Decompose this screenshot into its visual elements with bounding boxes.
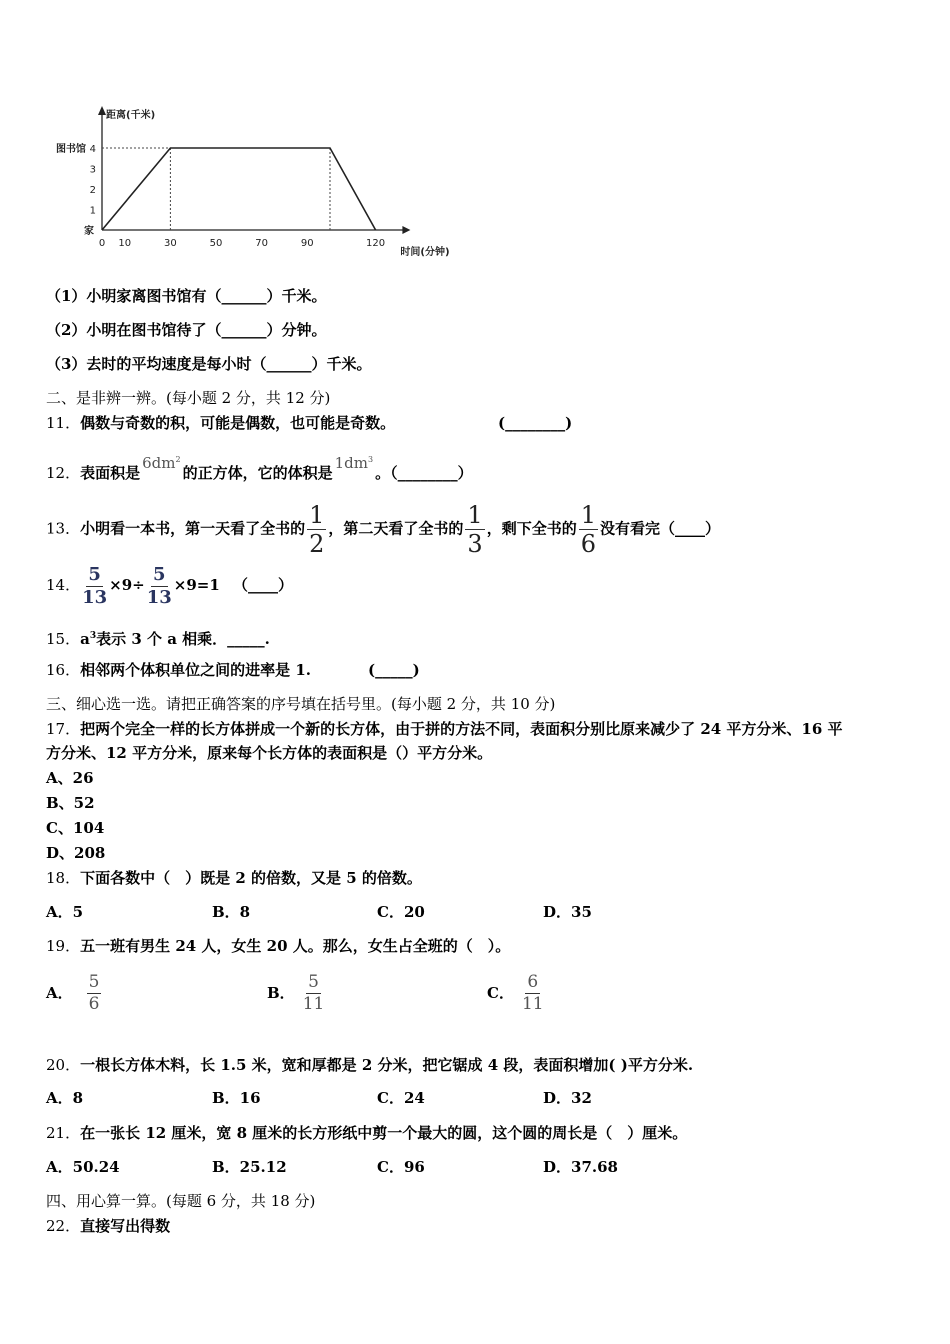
q12-unit-2-base: 1dm bbox=[334, 454, 368, 472]
q17-option-c[interactable]: C、104 bbox=[46, 819, 105, 837]
q12-unit-1-exp: 2 bbox=[175, 455, 181, 464]
q21-option-d[interactable]: D．37.68 bbox=[543, 1158, 618, 1176]
question-15 bbox=[46, 626, 270, 649]
q12-text-1: 表面积是 bbox=[80, 464, 141, 482]
x-tick-label-4: 70 bbox=[255, 238, 268, 249]
q18-option-a[interactable]: A．5 bbox=[46, 903, 84, 921]
q19-option-a-fraction bbox=[87, 971, 102, 1014]
x-tick-label-5: 90 bbox=[300, 238, 314, 249]
q15-exp: 3 bbox=[89, 631, 97, 641]
q12-unit-1 bbox=[142, 454, 180, 472]
q19-option-b-label: B． bbox=[267, 984, 295, 1002]
q14-fraction-1 bbox=[82, 563, 108, 608]
q16-blank: (_____) bbox=[368, 661, 420, 679]
q21-option-c[interactable]: C．96 bbox=[377, 1158, 425, 1176]
question-18 bbox=[46, 868, 422, 888]
q13-fraction-2-num: 1 bbox=[467, 501, 483, 529]
q13-text-3: ，剩下全书的 bbox=[486, 519, 577, 538]
question-22 bbox=[46, 1216, 170, 1236]
q14-blank: （____） bbox=[233, 576, 294, 594]
q19-option-c-label: C． bbox=[487, 984, 514, 1002]
y-tick-label-2: 3 bbox=[89, 164, 96, 176]
q18-text: 下面各数中（ ）既是 2 的倍数，又是 5 的倍数。 bbox=[80, 869, 422, 887]
q10-part2: （2）小明在图书馆待了（______）分钟。 bbox=[46, 321, 327, 339]
q13-fraction-2 bbox=[465, 503, 484, 556]
chart-root bbox=[56, 106, 450, 258]
q19-option-b[interactable] bbox=[267, 970, 326, 1016]
q19-number: 19． bbox=[46, 937, 81, 955]
q12-text-3: 。（________） bbox=[375, 464, 473, 482]
q14-fraction-2 bbox=[146, 563, 172, 608]
q19-text: 五一班有男生 24 人，女生 20 人。那么，女生占全班的（ ）。 bbox=[80, 937, 511, 955]
series-line-小明 bbox=[102, 148, 376, 230]
question-21 bbox=[46, 1123, 687, 1143]
q12-text-2: 的正方体，它的体积是 bbox=[182, 464, 333, 482]
q17-number: 17． bbox=[46, 720, 81, 738]
q18-option-c[interactable]: C．20 bbox=[377, 903, 425, 921]
q21-option-a[interactable]: A．50.24 bbox=[46, 1158, 120, 1176]
q14-op-1: ×9÷ bbox=[109, 576, 145, 594]
q19-option-c-fraction bbox=[521, 971, 544, 1014]
q19-option-a[interactable] bbox=[46, 970, 103, 1016]
q15-number: 15． bbox=[46, 630, 81, 648]
q15-text: 表示 3 个 a 相乘．_____. bbox=[96, 630, 270, 648]
q19-b-num: 5 bbox=[308, 971, 319, 992]
q18-option-b[interactable]: B．8 bbox=[212, 903, 251, 921]
q13-fraction-3 bbox=[579, 503, 598, 556]
q14-fraction-2-num: 5 bbox=[153, 563, 166, 585]
q13-text-1: 小明看一本书，第一天看了全书的 bbox=[80, 519, 306, 538]
q15-base: a bbox=[80, 630, 90, 648]
q18-number: 18． bbox=[46, 869, 81, 887]
q17-option-d[interactable]: D、208 bbox=[46, 844, 106, 862]
question-16 bbox=[46, 660, 420, 680]
q19-option-a-label: A． bbox=[46, 984, 73, 1002]
q12-unit-2-exp: 3 bbox=[367, 455, 374, 464]
q22-text: 直接写出得数 bbox=[80, 1217, 171, 1235]
q20-text: 一根长方体木料，长 1.5 米，宽和厚都是 2 分米，把它锯成 4 段，表面积增加( )平方分米. bbox=[80, 1056, 694, 1074]
q17-option-b[interactable]: B、52 bbox=[46, 794, 95, 812]
y-axis-label: 距离(千米) bbox=[106, 110, 156, 121]
q11-blank: (________) bbox=[498, 414, 573, 432]
q13-text-2: ，第二天看了全书的 bbox=[328, 519, 464, 538]
q14-fraction-2-den: 13 bbox=[146, 586, 172, 608]
q11-text: 偶数与奇数的积，可能是偶数，也可能是奇数。 bbox=[80, 414, 396, 432]
q20-option-d[interactable]: D．32 bbox=[543, 1089, 592, 1107]
q19-a-den: 6 bbox=[88, 993, 100, 1014]
q12-unit-2 bbox=[335, 454, 373, 472]
q13-fraction-1 bbox=[307, 503, 326, 556]
question-17-line-1 bbox=[46, 719, 843, 739]
distance-time-chart bbox=[46, 100, 450, 265]
x-axis-arrow bbox=[402, 226, 410, 234]
q12-number: 12． bbox=[46, 464, 81, 482]
y-tick-label-1: 2 bbox=[89, 185, 96, 196]
q10-part1: （1）小明家离图书馆有（______）千米。 bbox=[46, 287, 327, 305]
y-tick-label-3: 4 bbox=[89, 144, 96, 155]
q14-number: 14． bbox=[46, 576, 81, 594]
q22-number: 22． bbox=[46, 1217, 81, 1235]
question-14 bbox=[46, 562, 293, 608]
q17-text-1: 把两个完全一样的长方体拼成一个新的长方体，由于拼的方法不同，表面积分别比原来减少了 24 平方分米、16 平 bbox=[80, 720, 843, 738]
question-20 bbox=[46, 1055, 693, 1075]
q20-number: 20． bbox=[46, 1056, 81, 1074]
x-tick-label-6: 120 bbox=[366, 238, 386, 249]
q13-number: 13． bbox=[46, 519, 81, 538]
q16-number: 16． bbox=[46, 661, 81, 679]
q10-part3: （3）去时的平均速度是每小时（______）千米。 bbox=[46, 355, 372, 373]
q19-c-num: 6 bbox=[527, 971, 539, 992]
x-axis-label: 时间(分钟) bbox=[400, 247, 450, 258]
q12-unit-1-base: 6dm bbox=[142, 454, 176, 472]
y-axis-arrow bbox=[98, 106, 106, 115]
q19-a-num: 5 bbox=[88, 971, 100, 992]
q14-op-2: ×9=1 bbox=[173, 576, 220, 594]
x-tick-label-2: 30 bbox=[164, 238, 177, 249]
q21-number: 21． bbox=[46, 1124, 81, 1142]
q21-option-b[interactable]: B．25.12 bbox=[212, 1158, 287, 1176]
q13-text-4: 没有看完（____） bbox=[599, 519, 720, 538]
question-19 bbox=[46, 936, 510, 956]
origin-label: 家 bbox=[84, 226, 94, 237]
x-tick-label-1: 10 bbox=[118, 238, 132, 249]
q13-fraction-2-den: 3 bbox=[467, 530, 483, 558]
section-2-heading: 二、是非辨一辨。(每小题 2 分，共 12 分) bbox=[46, 389, 331, 407]
q13-fraction-3-num: 1 bbox=[580, 501, 596, 529]
x-tick-label-0: 0 bbox=[98, 238, 106, 249]
section-3-heading: 三、细心选一选。请把正确答案的序号填在括号里。(每小题 2 分，共 10 分) bbox=[46, 695, 556, 713]
question-17-line-2: 方分米、12 平方分米，原来每个长方体的表面积是（）平方分米。 bbox=[46, 744, 493, 762]
q11-number: 11． bbox=[46, 414, 81, 432]
y-tick-label-0: 1 bbox=[89, 205, 96, 217]
q19-c-den: 11 bbox=[521, 993, 544, 1014]
q18-option-d[interactable]: D．35 bbox=[543, 903, 592, 921]
q16-text: 相邻两个体积单位之间的进率是 1. bbox=[80, 661, 311, 679]
x-tick-label-3: 50 bbox=[209, 238, 223, 249]
q13-fraction-3-den: 6 bbox=[580, 530, 596, 558]
question-12 bbox=[46, 454, 473, 483]
q19-option-c[interactable] bbox=[487, 970, 546, 1016]
section-4-heading: 四、用心算一算。(每题 6 分，共 18 分) bbox=[46, 1192, 316, 1210]
q20-option-a[interactable]: A．8 bbox=[46, 1089, 84, 1107]
q19-option-b-fraction bbox=[302, 971, 325, 1014]
question-11 bbox=[46, 413, 573, 433]
q14-fraction-1-num: 5 bbox=[88, 563, 101, 585]
q13-fraction-1-num: 1 bbox=[309, 501, 325, 529]
y-top-label: 图书馆 bbox=[56, 144, 86, 155]
q20-option-c[interactable]: C．24 bbox=[377, 1089, 425, 1107]
q20-option-b[interactable]: B．16 bbox=[212, 1089, 261, 1107]
q17-option-a[interactable]: A、26 bbox=[46, 769, 94, 787]
question-13 bbox=[46, 501, 720, 558]
q13-fraction-1-den: 2 bbox=[309, 530, 325, 558]
q19-b-den: 11 bbox=[302, 993, 325, 1014]
q21-text: 在一张长 12 厘米，宽 8 厘米的长方形纸中剪一个最大的圆，这个圆的周长是（ ）厘米。 bbox=[80, 1124, 688, 1142]
q14-fraction-1-den: 13 bbox=[82, 586, 108, 608]
